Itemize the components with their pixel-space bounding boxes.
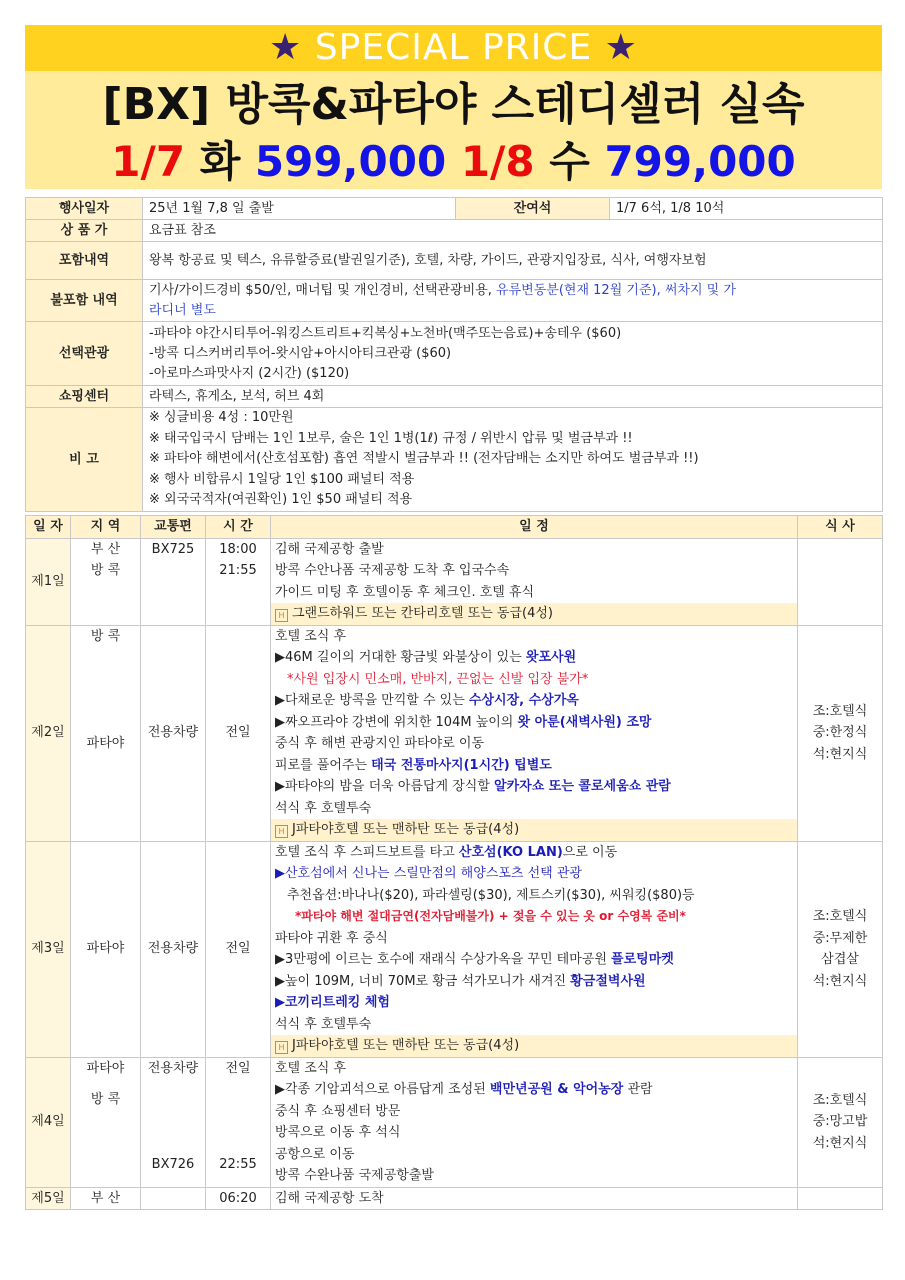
plan-line: 방콕으로 이동 후 석식 — [275, 1125, 401, 1140]
plan-line: ▶각종 기암괴석으로 아름답게 조성된 백만년공원 & 악어농장 관람 — [275, 1082, 653, 1097]
header-transport: 교통편 — [141, 516, 206, 539]
optional-item: -파타야 야간시티투어-워킹스트리트+킥복싱+노천바(맥주또는음료)+송테우 ($60) — [149, 325, 622, 341]
day-row-3 — [26, 841, 883, 1057]
optional-value — [143, 322, 883, 386]
time-cell: 전일 — [206, 841, 271, 1057]
price-label: 상 품 가 — [26, 220, 143, 242]
transport-cell — [141, 1057, 206, 1187]
hotel-name: J파타야호텔 또는 맨하탄 또는 동급(4성) — [292, 1038, 520, 1053]
optional-item: -방콕 디스커버리투어-왓시암+아시아티크관광 ($60) — [149, 345, 452, 361]
date-1: 1/7 — [111, 137, 186, 186]
plan-line: 호텔 조식 후 스피드보트를 타고 산호섬(KO LAN)으로 이동 — [275, 844, 618, 860]
transport-value: BX726 — [151, 1157, 195, 1172]
excluded-gala-text: 라디너 별도 — [149, 302, 216, 318]
info-row-excluded — [26, 280, 883, 322]
meal-cell — [798, 841, 883, 1057]
meal-item: 석:현지식 — [812, 1135, 868, 1151]
info-row-optional — [26, 322, 883, 386]
meal-cell — [798, 538, 883, 625]
info-row-shopping — [26, 386, 883, 408]
plan-line: 석식 후 호텔투숙 — [275, 1016, 372, 1032]
price-line — [25, 135, 882, 189]
meal-item: 중:무제한 — [812, 930, 868, 946]
region-cell: 파타야 — [71, 841, 141, 1057]
shopping-value: 라텍스, 휴게소, 보석, 허브 4회 — [143, 386, 883, 408]
meal-item: 조:호텔식 — [812, 703, 868, 719]
weekday-2: 수 — [549, 137, 590, 186]
special-price-label: SPECIAL PRICE — [314, 27, 593, 68]
time-value: 21:55 — [219, 563, 257, 578]
plan-warning: *파타야 해변 절대금연(전자담배불가) + 젖을 수 있는 옷 or 수영복 준비* — [295, 909, 686, 923]
plan-line: 중식 후 해변 관광지인 파타야로 이동 — [275, 736, 485, 751]
included-value: 왕복 항공료 및 텍스, 유류할증료(발권일기준), 호텔, 차량, 가이드, 관광지입장료, 식사, 여행자보험 — [143, 242, 883, 280]
plan-cell — [271, 625, 798, 841]
plan-cell: 김해 국제공항 도착 — [271, 1187, 798, 1210]
time-value: 18:00 — [219, 541, 257, 557]
plan-line: ▶짜오프라야 강변에 위치한 104M 높이의 왓 아룬(새벽사원) 조망 — [275, 714, 652, 730]
plan-cell — [271, 1057, 798, 1187]
plan-line: 파타야 귀환 후 중식 — [275, 930, 388, 946]
hotel-line — [271, 1035, 797, 1057]
region-name: 방 콕 — [90, 1092, 121, 1107]
price-2: 799,000 — [604, 137, 796, 186]
plan-line: 방콕 수완나품 국제공항출발 — [275, 1168, 434, 1183]
included-label: 포함내역 — [26, 242, 143, 280]
time-cell: 전일 — [206, 625, 271, 841]
day-label: 제5일 — [26, 1187, 71, 1210]
region-cell — [71, 1057, 141, 1187]
shopping-label: 쇼핑센터 — [26, 386, 143, 408]
day-label: 제1일 — [26, 538, 71, 625]
region-cell — [71, 538, 141, 625]
date-2: 1/8 — [460, 137, 535, 186]
meal-item: 삼겹살 — [821, 952, 859, 967]
region-name: 파타야 — [86, 1060, 125, 1076]
plan-line: 김해 국제공항 출발 — [275, 541, 384, 557]
info-row-event — [26, 198, 883, 220]
hotel-name: J파타야호텔 또는 맨하탄 또는 동급(4성) — [292, 822, 520, 837]
day-label: 제2일 — [26, 625, 71, 841]
plan-line: ▶3만평에 이르는 호수에 재래식 수상가옥을 꾸민 테마공원 플로팅마켓 — [275, 952, 674, 967]
promo-banner — [25, 25, 882, 189]
region-name: 방 콕 — [90, 628, 121, 644]
plan-line: 석식 후 호텔투숙 — [275, 800, 372, 816]
excluded-label: 불포함 내역 — [26, 280, 143, 322]
weekday-1: 화 — [199, 137, 241, 186]
plan-warning: *사원 입장시 민소매, 반바지, 끈없는 신발 입장 불가* — [287, 671, 589, 687]
excluded-surcharge-text: 유류변동분(현재 12월 기준), 써차지 및 가 — [496, 282, 736, 298]
meal-item: 조:호텔식 — [812, 909, 868, 924]
transport-cell: BX725 — [141, 538, 206, 625]
plan-line: 호텔 조식 후 — [275, 628, 347, 644]
day-row-4 — [26, 1057, 883, 1187]
time-cell — [206, 1057, 271, 1187]
star-icon: ★ — [269, 27, 303, 68]
hotel-line — [271, 819, 797, 841]
seats-label: 잔여석 — [456, 198, 610, 220]
time-value: 22:55 — [219, 1157, 257, 1172]
seats-value: 1/7 6석, 1/8 10석 — [610, 198, 883, 220]
price-1: 599,000 — [254, 137, 447, 186]
region-cell — [71, 625, 141, 841]
event-date-value: 25년 1월 7,8 일 출발 — [143, 198, 456, 220]
meal-item: 중:망고밥 — [812, 1114, 868, 1130]
remarks-label: 비 고 — [26, 408, 143, 512]
hotel-icon: H — [275, 825, 288, 838]
plan-line: ▶파타야의 밤을 더욱 아름답게 장식할 알카자쇼 또는 콜로세움쇼 관람 — [275, 779, 671, 794]
remark-item: ※ 태국입국시 담배는 1인 1보루, 술은 1인 1병(1ℓ) 규정 / 위반시 압류 및 벌금부과 !! — [149, 430, 633, 446]
remark-item: ※ 파타야 해변에서(산호섬포함) 흡연 적발시 벌금부과 !! (전자담배는 소지만 하여도 벌금부과 !!) — [149, 451, 699, 467]
header-meal: 식 사 — [798, 516, 883, 539]
region-name: 방 콕 — [90, 563, 121, 578]
day-label: 제3일 — [26, 841, 71, 1057]
meal-cell — [798, 1057, 883, 1187]
special-price-strip — [25, 25, 882, 71]
meal-cell — [798, 625, 883, 841]
optional-item: -아로마스파맛사지 (2시간) ($120) — [149, 365, 350, 381]
remark-item: ※ 행사 비합류시 1일당 1인 $100 패널티 적용 — [149, 471, 415, 487]
product-title: [BX] 방콕&파타야 스테디셀러 실속 — [102, 79, 805, 130]
time-cell: 06:20 — [206, 1187, 271, 1210]
region-name: 파타야 — [86, 736, 125, 751]
star-icon: ★ — [604, 27, 638, 68]
plan-line: 호텔 조식 후 — [275, 1060, 347, 1076]
time-cell — [206, 538, 271, 625]
plan-line: 가이드 미팅 후 호텔이동 후 체크인. 호텔 휴식 — [275, 584, 535, 600]
excluded-text: 기사/가이드경비 $50/인, 매너팁 및 개인경비, 선택관광비용, — [149, 282, 497, 298]
transport-cell — [141, 1187, 206, 1210]
header-plan: 일 정 — [271, 516, 798, 539]
day-label: 제4일 — [26, 1057, 71, 1187]
plan-line: 중식 후 쇼핑센터 방문 — [275, 1103, 401, 1119]
optional-label: 선택관광 — [26, 322, 143, 386]
hotel-icon: H — [275, 1041, 288, 1054]
info-table — [25, 197, 883, 512]
meal-item: 조:호텔식 — [812, 1092, 868, 1108]
region-cell: 부 산 — [71, 1187, 141, 1210]
plan-line: ▶코끼리트레킹 체험 — [275, 995, 390, 1010]
meal-item: 석:현지식 — [812, 746, 868, 762]
plan-line: 방콕 수안나폼 국제공항 도착 후 입국수속 — [275, 563, 510, 578]
header-day: 일 자 — [26, 516, 71, 539]
itinerary-table — [25, 515, 883, 1210]
meal-item: 중:한정식 — [812, 725, 868, 741]
remarks-value — [143, 408, 883, 512]
plan-cell — [271, 538, 798, 625]
plan-line: ▶높이 109M, 너비 70M로 황금 석가모니가 새겨진 황금절벽사원 — [275, 973, 646, 989]
price-value: 요금표 참조 — [143, 220, 883, 242]
meal-cell — [798, 1187, 883, 1210]
hotel-name: 그랜드하워드 또는 칸타리호텔 또는 동급(4성) — [292, 606, 553, 621]
info-row-remarks — [26, 408, 883, 512]
day-row-1 — [26, 538, 883, 625]
meal-item: 석:현지식 — [812, 973, 868, 989]
remark-item: ※ 싱글비용 4성 : 10만원 — [149, 410, 294, 426]
hotel-icon: H — [275, 609, 288, 622]
hotel-line — [271, 603, 797, 625]
info-row-price — [26, 220, 883, 242]
excluded-value — [143, 280, 883, 322]
remark-item: ※ 외국국적자(여권확인) 1인 $50 패널티 적용 — [149, 492, 413, 508]
header-region: 지 역 — [71, 516, 141, 539]
plan-line: 공항으로 이동 — [275, 1146, 355, 1162]
plan-cell — [271, 841, 798, 1057]
day-row-5 — [26, 1187, 883, 1210]
plan-line: ▶46M 길이의 거대한 황금빛 와불상이 있는 왓포사원 — [275, 650, 577, 665]
itinerary-header — [26, 516, 883, 539]
event-date-label: 행사일자 — [26, 198, 143, 220]
header-time: 시 간 — [206, 516, 271, 539]
time-value: 전일 — [225, 1060, 251, 1076]
plan-line: ▶산호섬에서 신나는 스릴만점의 해양스포츠 선택 관광 — [275, 866, 582, 881]
plan-line: ▶다채로운 방콕을 만끽할 수 있는 수상시장, 수상가옥 — [275, 693, 579, 708]
day-row-2 — [26, 625, 883, 841]
plan-line: 추천옵션:바나나($20), 파라셀링($30), 제트스키($30), 씨워킹($80)등 — [287, 887, 695, 903]
transport-cell: 전용차량 — [141, 625, 206, 841]
info-row-included — [26, 242, 883, 280]
plan-line: 피로를 풀어주는 태국 전통마사지(1시간) 팁별도 — [275, 757, 552, 773]
transport-cell: 전용차량 — [141, 841, 206, 1057]
region-name: 부 산 — [90, 541, 121, 557]
transport-value: 전용차량 — [147, 1060, 199, 1076]
